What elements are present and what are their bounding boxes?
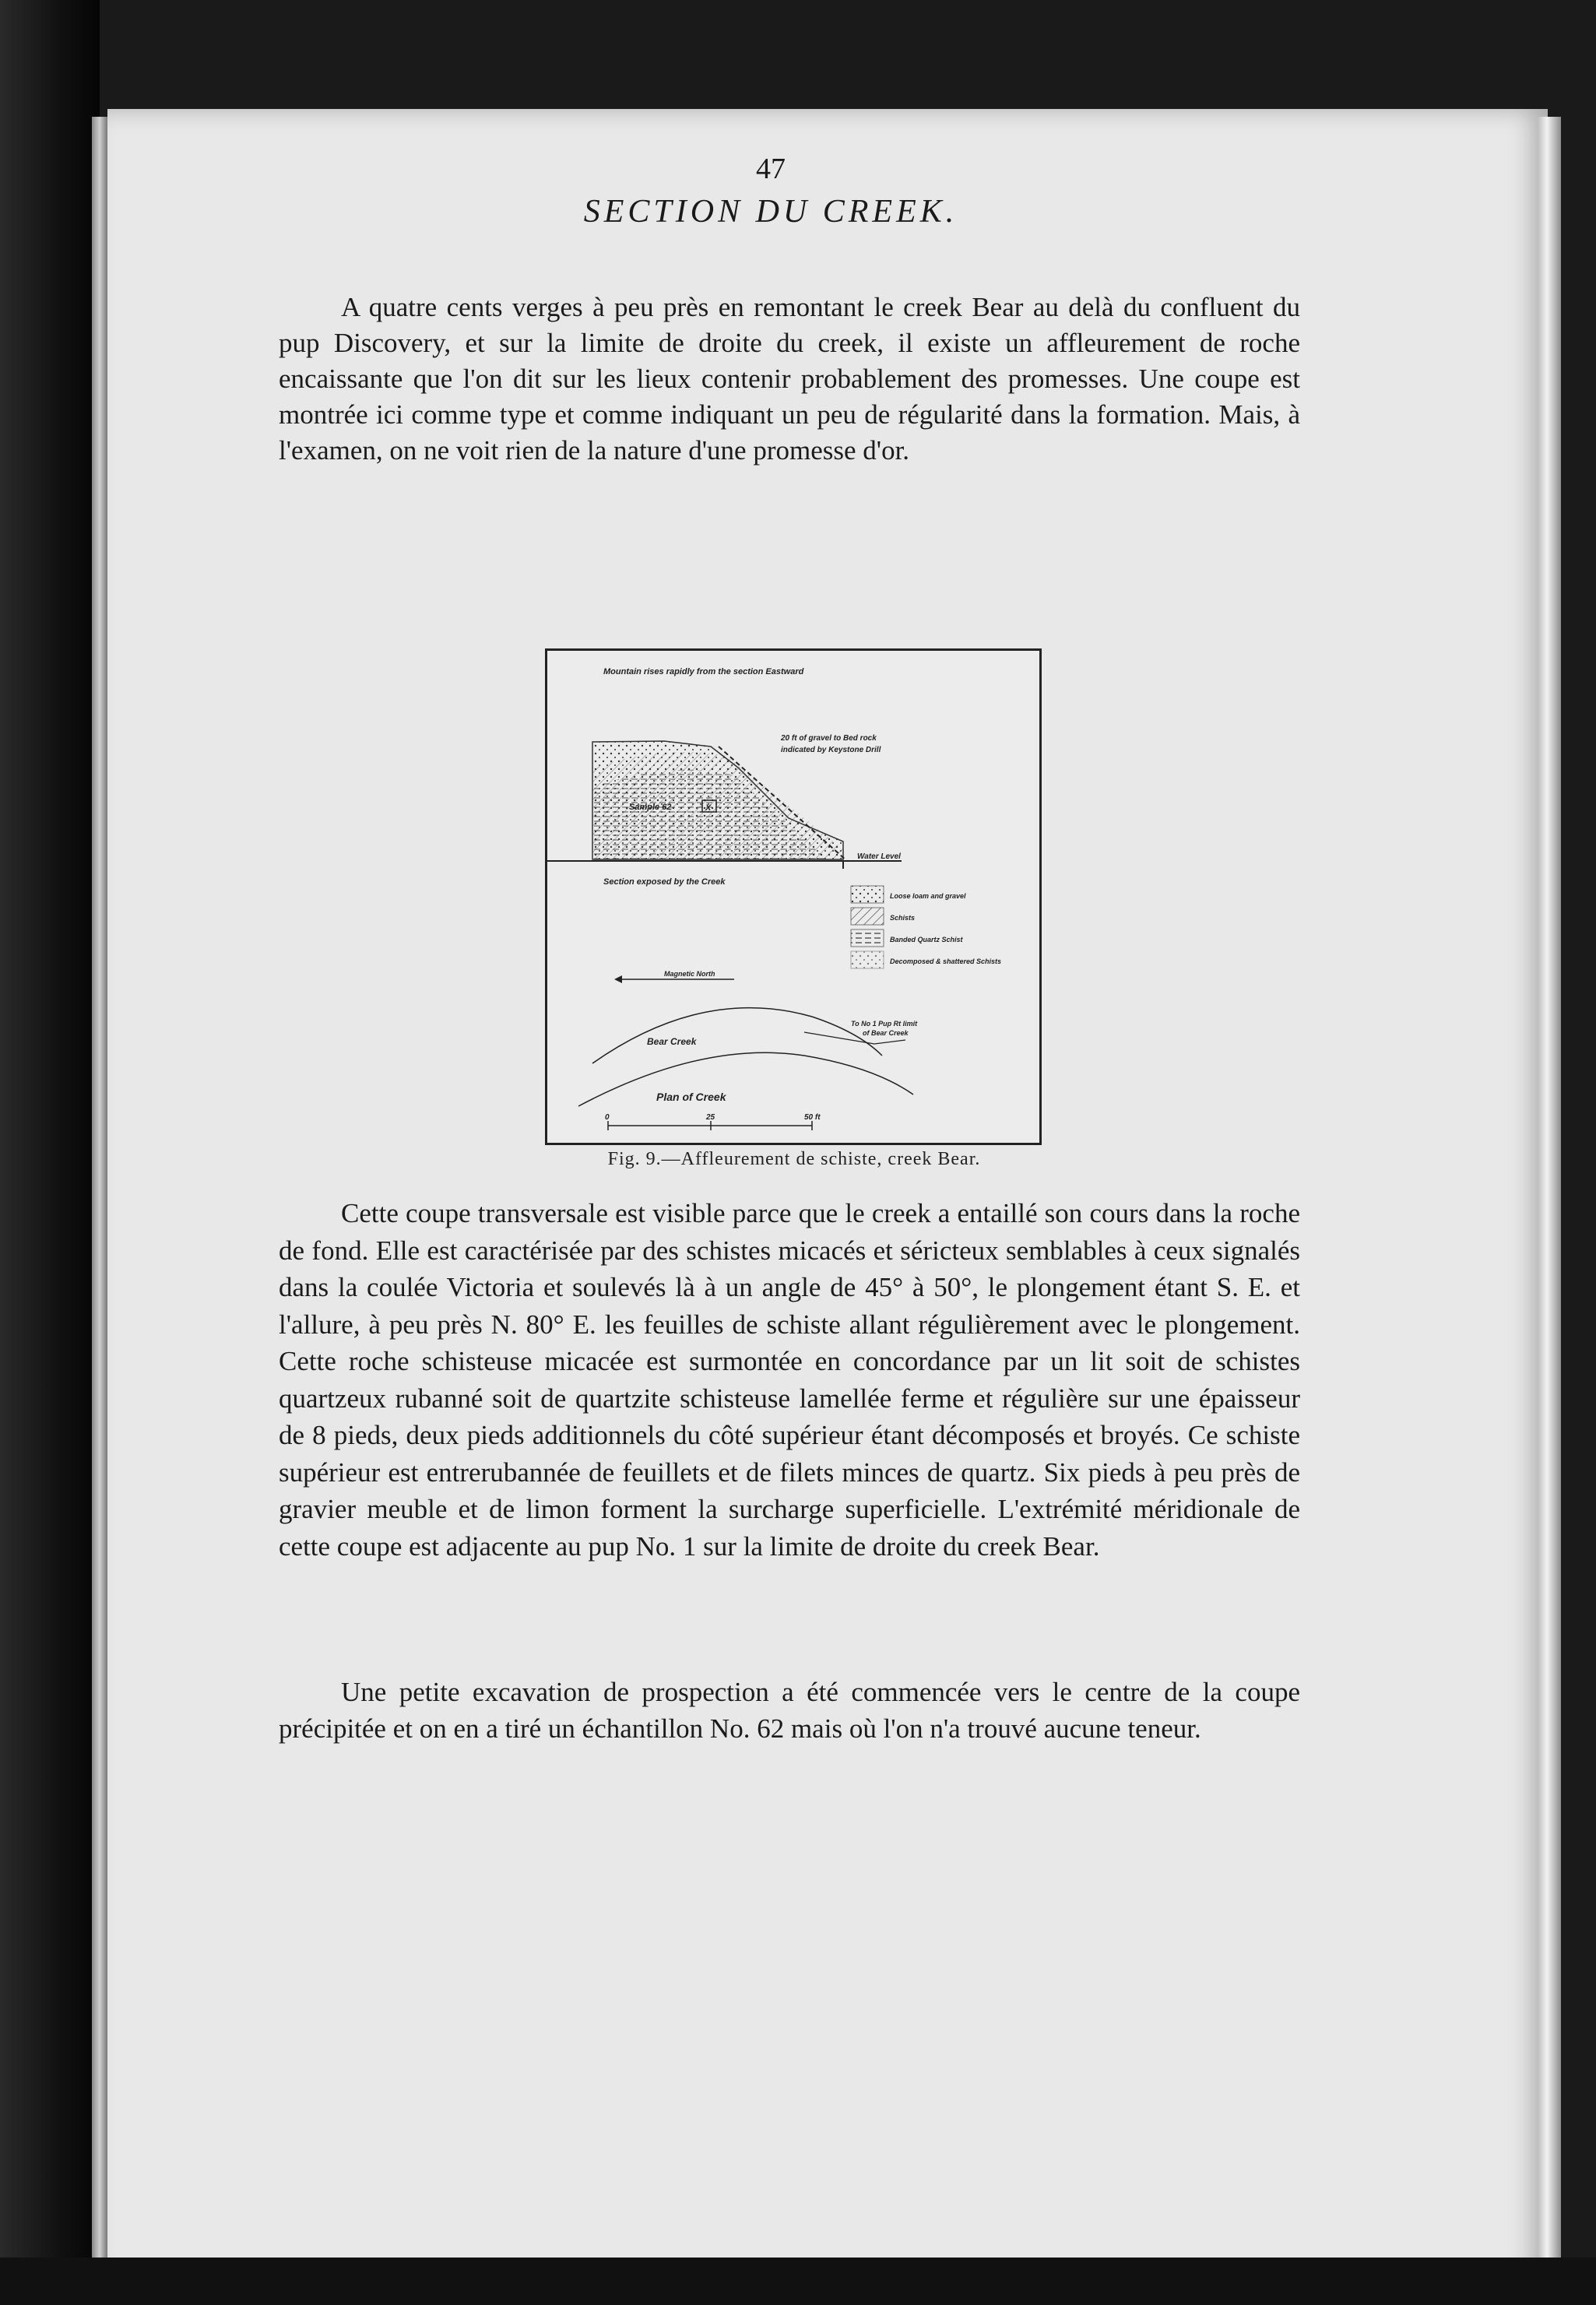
page-right-edge	[1538, 117, 1561, 2296]
fig-sample-marker: X	[705, 803, 712, 813]
fig-pup-note-2: of Bear Creek	[863, 1029, 909, 1037]
legend-swatch-schist	[851, 908, 884, 925]
fig-scale-mid: 25	[706, 1113, 715, 1122]
figure-outcrop-diagram	[545, 648, 1042, 1145]
figure-caption: Fig. 9.—Affleurement de schiste, creek Bear.	[607, 1149, 981, 1169]
section-title: SECTION DU CREEK.	[583, 194, 958, 230]
scan-left-border	[0, 0, 100, 2305]
fig-top-note: Mountain rises rapidly from the section Eastward	[603, 667, 804, 676]
fig-scale-start: 0	[605, 1113, 610, 1122]
diagram-svg	[547, 651, 1039, 1143]
fig-bear-creek: Bear Creek	[647, 1036, 697, 1047]
legend-label-gravel: Loose loam and gravel	[890, 892, 966, 900]
fig-section-exposed: Section exposed by the Creek	[603, 877, 726, 887]
legend-label-decomposed: Decomposed & shattered Schists	[890, 957, 1002, 965]
scan-bottom-border	[0, 2258, 1596, 2305]
page-left-edge	[92, 117, 107, 2296]
paragraph-1: A quatre cents verges à peu près en remontant le creek Bear au delà du confluent du pup Discovery, et sur la limite de droite du creek, il existe un affleurement de roche encaissante que l'on dit sur les lieux contenir probablement des promesses. Une coupe est montrée ici comme type et comme indiquant un peu de régularité dans la formation. Mais, à l'examen, on ne voit rien de la nature d'une promesse d'or.	[279, 292, 1300, 466]
fig-pup-note-1: To No 1 Pup Rt limit	[851, 1020, 918, 1028]
fig-water-level: Water Level	[857, 852, 901, 861]
fig-sample-label: Sample 62	[629, 803, 672, 812]
legend-label-banded: Banded Quartz Schist	[890, 936, 963, 943]
fig-gravel-note-2: indicated by Keystone Drill	[781, 746, 881, 754]
paragraph-3: Une petite excavation de prospection a été commencée vers le centre de la coupe précipitée et on en a tiré un échantillon No. 62 mais où l'on n'a trouvé aucune teneur.	[279, 1677, 1300, 1744]
page-number: 47	[756, 153, 786, 185]
fig-magnetic-north: Magnetic North	[664, 970, 715, 978]
fig-plan-label: Plan of Creek	[656, 1091, 726, 1103]
legend-label-schist: Schists	[890, 914, 916, 922]
legend-swatch-gravel	[851, 886, 884, 903]
creek-bank-upper	[592, 1008, 882, 1063]
fig-scale-end: 50 ft	[804, 1113, 821, 1122]
legend-swatch-decomposed	[851, 951, 884, 968]
legend-swatch-banded	[851, 929, 884, 947]
north-arrow-head-icon	[614, 975, 622, 983]
creek-bank-lower	[578, 1052, 913, 1106]
fig-gravel-note-1: 20 ft of gravel to Bed rock	[781, 734, 877, 743]
paragraph-2: Cette coupe transversale est visible parce que le creek a entaillé son cours dans la roche de fond. Elle est caractérisée par des schistes micacés et séricteux semblables à ceux signalés dans la coulée Victoria et soulevés là à un angle de 45° à 50°, le plongement étant S. E. et l'allure, à peu près N. 80° E. les feuilles de schiste allant régulièrement avec le plongement. Cette roche schisteuse micacée est surmontée en concordance par un lit soit de schistes quartzeux rubanné soit de quartzite schisteuse lamellée ferme et régulière sur une épaisseur de 8 pieds, deux pieds additionnels du côté supérieur étant décomposés et broyés. Ce schiste supérieur est entrerubannée de feuillets et de filets minces de quartz. Six pieds à peu près de gravier meuble et de limon forment la surcharge superficielle. L'extrémité méridionale de cette coupe est adjacente au pup No. 1 sur la limite de droite du creek Bear.	[279, 1198, 1300, 1562]
